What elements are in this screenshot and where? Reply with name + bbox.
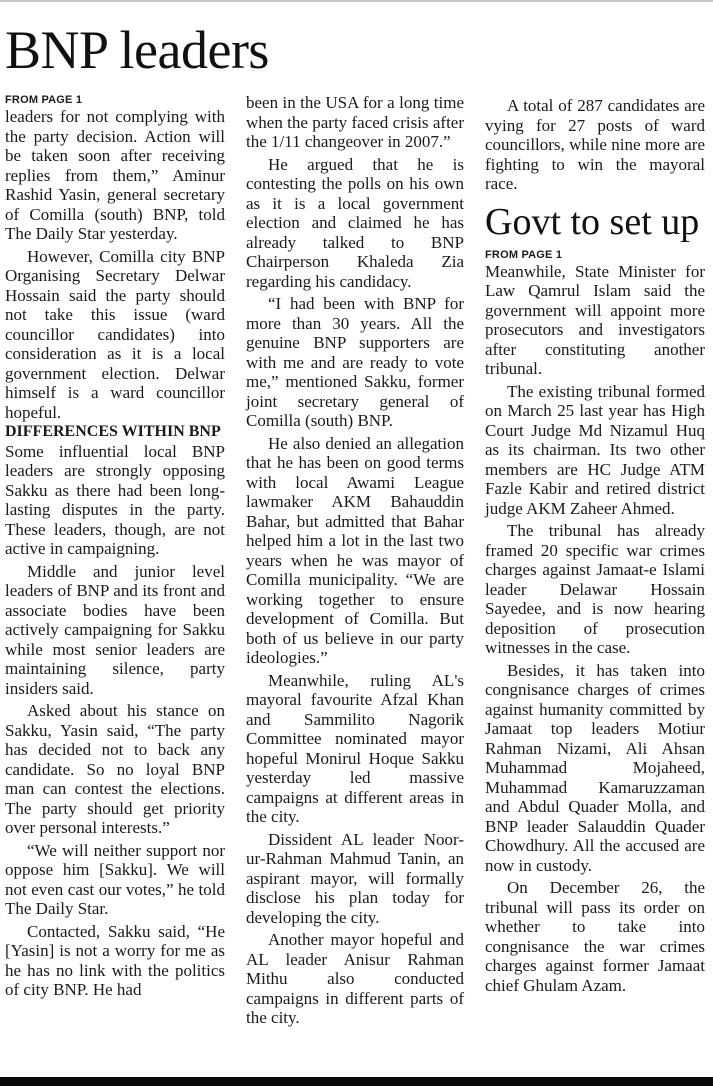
paragraph: The tribunal has already framed 20 specific war crimes charges against Jamaat-e Islami leader Delawar Hossain Sayedee, and is now hearing deposition of prosecution witnesses in the case. xyxy=(485,521,705,657)
paragraph: The existing tribunal formed on March 25 last year has High Court Judge Md Nizamul Huq as its chairman. Its two other members are HC Judge ATM Fazle Kabir and retired district judge AKM Zaheer Ahmed. xyxy=(485,381,705,518)
paragraph: Middle and junior level leaders of BNP and its front and associate bodies have been actively campaigning for Sakku while most senior leaders are maintaining silence, party insiders said. xyxy=(5,561,225,698)
kicker: FROM PAGE 1 xyxy=(5,94,83,106)
paragraph: Contacted, Sakku said, “He [Yasin] is not a worry for me as he has no link with the politics of city BNP. He had xyxy=(5,921,225,999)
paragraph: been in the USA for a long time when the party faced crisis after the 1/11 changeover in 2007.” xyxy=(246,93,464,151)
paragraph: A total of 287 candidates are vying for 27 posts of ward councillors, while nine more are fighting to win the mayoral race. xyxy=(485,96,705,193)
paragraph: Dissident AL leader Noor-ur-Rahman Mahmud Tanin, an aspirant mayor, will formally disclose his plan today for developing the city. xyxy=(246,829,464,927)
headline: BNP leaders xyxy=(5,20,269,80)
paragraph: Some influential local BNP leaders are strongly opposing Sakku as there had been long-lasting disputes in the party. These leaders, though, are not active in campaigning. xyxy=(5,441,225,558)
kicker: FROM PAGE 1 xyxy=(485,248,563,261)
second-headline: Govt to set up xyxy=(485,200,700,243)
paragraph: On December 26, the tribunal will pass its order on whether to take into congnisance the war crimes charges against former Jamaat chief Ghulam Azam. xyxy=(485,878,705,995)
paragraph: Another mayor hopeful and AL leader Anisur Rahman Mithu also conducted campaigns in different parts of the city. xyxy=(246,930,464,1027)
column-3 xyxy=(485,93,705,995)
paragraph: He argued that he is contesting the polls on his own as it is a local government election and claimed he has already talked to BNP Chairperson Khaleda Zia regarding his candidacy. xyxy=(246,154,464,291)
paragraph: He also denied an allegation that he has been on good terms with local Awami League lawmaker AKM Bahauddin Bahar, but admitted that Bahar helped him a lot in the last two years when he was mayor of Comilla municipality. “We are working together to ensure development of Comilla. But both of us believe in our party ideologies.” xyxy=(246,433,464,667)
paragraph: Asked about his stance on Sakku, Yasin said, “The party has decided not to back any candidate. So no loyal BNP man can contest the elections. The party should get priority over personal interests.” xyxy=(5,701,225,837)
paragraph: Besides, it has taken into congnisance charges of crimes against humanity committed by Jamaat top leaders Motiur Rahman Nizami, Ali Ahsan Muhammad Mojaheed, Muhammad Kamaruzzaman and Abdul Quader Molla, and BNP leader Salauddin Quader Chowdhury. All the accused are now in custody. xyxy=(485,660,705,875)
paragraph: However, Comilla city BNP Organising Secretary Delwar Hossain said the party should not take this issue (ward councillor candidates) into consideration as it is a local government election. Delwar himself is a ward councillor hopeful. xyxy=(5,246,225,422)
paragraph: leaders for not complying with the party decision. Action will be taken soon after receiving replies from them,” Aminur Rashid Yasin, general secretary of Comilla (south) BNP, told The Daily Star yesterday. xyxy=(5,107,225,243)
paragraph: Meanwhile, State Minister for Law Qamrul Islam said the government will appoint more prosecutors and investigators after constituting another tribunal. xyxy=(485,261,705,378)
column-2 xyxy=(246,93,464,1028)
top-rule xyxy=(0,0,713,2)
paragraph: “I had been with BNP for more than 30 years. All the genuine BNP supporters are with me and are ready to vote me,” mentioned Sakku, former joint secretary general of Comilla (south) BNP. xyxy=(246,294,464,430)
bottom-bar xyxy=(0,1077,713,1086)
subhead: DIFFERENCES WITHIN BNP xyxy=(5,423,221,440)
column-1 xyxy=(5,93,225,1000)
paragraph: “We will neither support nor oppose him [Sakku]. We will not even cast our votes,” he told The Daily Star. xyxy=(5,840,225,918)
paragraph: Meanwhile, ruling AL's mayoral favourite Afzal Khan and Sammilito Nagorik Committee nominated mayor hopeful Monirul Hoque Sakku yesterday led massive campaigns at different areas in the city. xyxy=(246,670,464,826)
